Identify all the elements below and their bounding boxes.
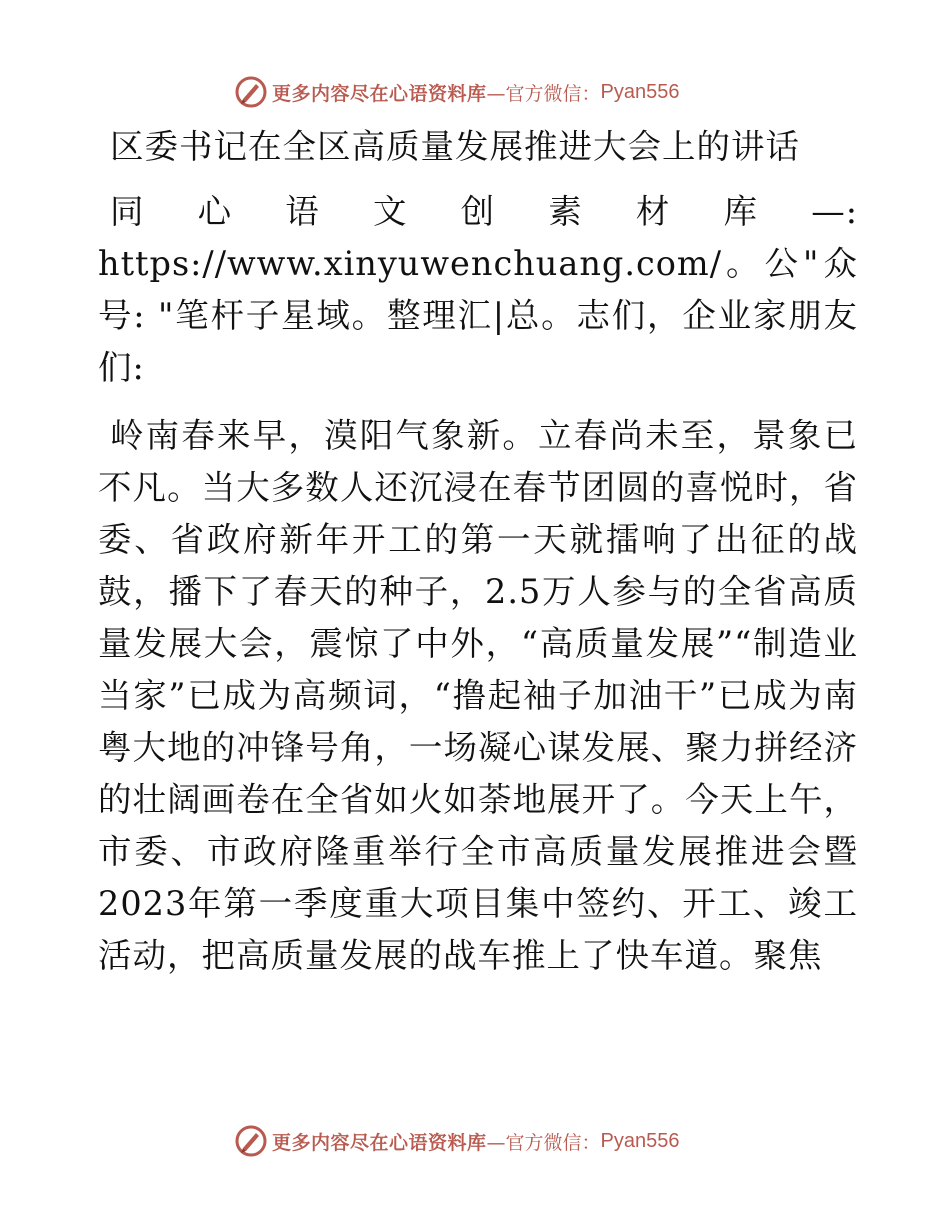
pen-seal-icon — [234, 75, 268, 109]
document-title: 区委书记在全区高质量发展推进大会上的讲话 — [110, 127, 800, 166]
header-watermark — [234, 72, 680, 112]
pen-seal-icon — [234, 1124, 268, 1158]
watermark-wechat-id: Pyan556 — [600, 80, 680, 103]
watermark-official: —官方微信： — [486, 1131, 601, 1154]
source-paragraph: 同心语文创素材库—: https://www.xinyuwenchuang.com/。公"众号: "笔杆子星域。整理汇|总。志们，企业家朋友们: — [98, 192, 858, 387]
document-body — [98, 124, 858, 982]
watermark-text: 更多内容尽在心语资料库 — [272, 1131, 487, 1154]
watermark-text: 更多内容尽在心语资料库 — [272, 82, 487, 105]
watermark-official: —官方微信： — [486, 82, 601, 105]
body-paragraph: 岭南春来早，漠阳气象新。立春尚未至，景象已不凡。当大多数人还沉浸在春节团圆的喜悦时，省委、省政府新年开工的第一天就擂响了出征的战鼓，播下了春天的种子，2.5万人参与的全省高质量发展大会，震惊了中外，“高质量发展”“制造业当家”已成为高频词，“撸起袖子加油干”已成为南粤大地的冲锋号角，一场凝心谋发展、聚力拼经济的壮阔画卷在全省如火如荼地展开了。今天上午，市委、市政府隆重举行全市高质量发展推进会暨2023年第一季度重大项目集中签约、开工、竣工活动，把高质量发展的战车推上了快车道。聚焦 — [98, 416, 858, 975]
watermark-wechat-id: Pyan556 — [600, 1129, 680, 1152]
footer-watermark — [234, 1121, 680, 1161]
